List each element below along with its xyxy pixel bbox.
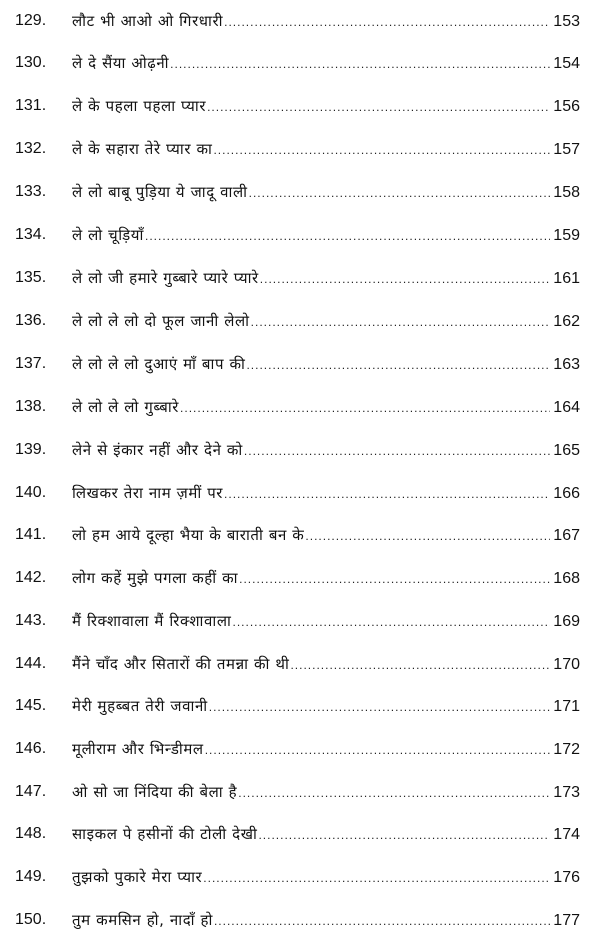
toc-entry-title: तुम कमसिन हो, नादाँ हो	[72, 910, 213, 929]
toc-entry-147[interactable]	[0, 777, 600, 807]
toc-entry-line	[72, 520, 580, 551]
dot-leader	[260, 264, 551, 294]
toc-entry-title: ओ सो जा निंदिया की बेला है	[72, 782, 238, 801]
toc-entry-title: ले लो ले लो दो फूल जानी लेलो	[72, 311, 250, 330]
toc-entry-149[interactable]	[0, 862, 600, 892]
toc-entry-title: लो हम आये दूल्हा भैया के बाराती बन के	[72, 525, 305, 544]
toc-entry-page: 154	[553, 54, 580, 72]
toc-entry-line	[72, 478, 580, 509]
dot-leader	[170, 49, 550, 79]
toc-entry-line	[72, 691, 580, 722]
dot-leader	[213, 135, 550, 165]
toc-entry-title: लोग कहें मुझे पगला कहीं का	[72, 568, 239, 587]
toc-entry-number: 132.	[15, 140, 47, 157]
toc-entry-132[interactable]	[0, 134, 600, 164]
toc-entry-title: मैं रिक्शावाला मैं रिक्शावाला	[72, 611, 232, 630]
toc-entry-page: 168	[553, 569, 580, 587]
toc-entry-page: 162	[553, 312, 580, 330]
toc-entry-144[interactable]	[0, 649, 600, 679]
toc-entry-137[interactable]	[0, 349, 600, 379]
dot-leader	[203, 863, 550, 893]
toc-entry-title: लेने से इंकार नहीं और देने को	[72, 440, 243, 459]
toc-entry-page: 165	[553, 441, 580, 459]
toc-entry-page: 167	[553, 526, 580, 544]
toc-entry-title: मैंने चाँद और सितारों की तमन्ना की थी	[72, 654, 290, 673]
toc-entry-title: ले लो चूड़ियाँ	[72, 225, 144, 244]
toc-entry-number: 130.	[15, 54, 47, 71]
toc-entry-131[interactable]	[0, 91, 600, 121]
toc-entry-number: 148.	[15, 825, 47, 842]
toc-entry-title: ले लो ले लो गुब्बारे	[72, 397, 180, 416]
toc-entry-number: 144.	[15, 655, 47, 672]
toc-entry-page: 161	[553, 269, 580, 287]
toc-entry-title: साइकल पे हसीनों की टोली देखी	[72, 824, 258, 843]
dot-leader	[180, 393, 550, 423]
toc-entry-line	[72, 48, 580, 79]
toc-entry-line	[72, 734, 580, 765]
dot-leader	[224, 7, 550, 37]
toc-entry-page: 170	[553, 655, 580, 673]
toc-entry-number: 137.	[15, 355, 47, 372]
toc-entry-page: 166	[553, 484, 580, 502]
toc-entry-line	[72, 563, 580, 594]
toc-entry-140[interactable]	[0, 478, 600, 508]
toc-entry-title: ले लो बाबू पुड़िया ये जादू वाली	[72, 182, 248, 201]
toc-entry-number: 140.	[15, 484, 47, 501]
toc-entry-number: 143.	[15, 612, 47, 629]
dot-leader	[290, 650, 550, 680]
dot-leader	[249, 178, 551, 208]
toc-entry-142[interactable]	[0, 563, 600, 593]
toc-entry-page: 158	[553, 183, 580, 201]
toc-entry-138[interactable]	[0, 392, 600, 422]
toc-entry-number: 146.	[15, 740, 47, 757]
toc-entry-number: 136.	[15, 312, 47, 329]
toc-entry-146[interactable]	[0, 734, 600, 764]
toc-entry-page: 156	[553, 97, 580, 115]
toc-entry-title: ले दे सैंया ओढ़नी	[72, 53, 170, 72]
dot-leader	[251, 307, 551, 337]
toc-entry-line	[72, 905, 580, 936]
toc-entry-line	[72, 134, 580, 165]
toc-entry-title: लौट भी आओ ओ गिरधारी	[72, 11, 224, 30]
dot-leader	[233, 607, 551, 637]
toc-entry-number: 149.	[15, 868, 47, 885]
dot-leader	[214, 906, 550, 936]
toc-entry-number: 147.	[15, 783, 47, 800]
toc-entry-number: 131.	[15, 97, 47, 114]
dot-leader	[239, 564, 550, 594]
dot-leader	[209, 692, 551, 722]
toc-entry-line	[72, 777, 580, 808]
toc-entry-line	[72, 819, 580, 850]
toc-entry-135[interactable]	[0, 263, 600, 293]
toc-entry-title: लिखकर तेरा नाम ज़मीं पर	[72, 483, 224, 502]
toc-entry-page: 153	[553, 12, 580, 30]
toc-entry-title: ले लो जी हमारे गुब्बारे प्यारे प्यारे	[72, 268, 259, 287]
toc-entry-130[interactable]	[0, 48, 600, 78]
toc-entry-number: 133.	[15, 183, 47, 200]
toc-entry-page: 159	[553, 226, 580, 244]
toc-entry-number: 138.	[15, 398, 47, 415]
dot-leader	[244, 436, 550, 466]
toc-entry-line	[72, 91, 580, 122]
toc-entry-page: 169	[553, 612, 580, 630]
dot-leader	[305, 521, 550, 551]
toc-entry-148[interactable]	[0, 819, 600, 849]
toc-entry-line	[72, 649, 580, 680]
toc-entry-133[interactable]	[0, 177, 600, 207]
toc-entry-150[interactable]	[0, 905, 600, 935]
toc-entry-line	[72, 392, 580, 423]
dot-leader	[145, 221, 550, 251]
toc-entry-line	[72, 177, 580, 208]
toc-entry-title: मेरी मुहब्बत तेरी जवानी	[72, 696, 208, 715]
dot-leader	[258, 820, 550, 850]
dot-leader	[205, 735, 551, 765]
toc-entry-page: 157	[553, 140, 580, 158]
toc-entry-143[interactable]	[0, 606, 600, 636]
toc-entry-145[interactable]	[0, 691, 600, 721]
toc-entry-139[interactable]	[0, 435, 600, 465]
toc-entry-line	[72, 263, 580, 294]
toc-entry-page: 173	[553, 783, 580, 801]
toc-entry-136[interactable]	[0, 306, 600, 336]
toc-entry-number: 129.	[15, 12, 47, 29]
toc-entry-title: ले के सहारा तेरे प्यार का	[72, 139, 213, 158]
toc-entry-line	[72, 349, 580, 380]
toc-entry-number: 141.	[15, 526, 47, 543]
toc-entry-page: 171	[553, 697, 580, 715]
toc-entry-number: 142.	[15, 569, 47, 586]
dot-leader	[224, 479, 550, 509]
toc-entry-page: 174	[553, 825, 580, 843]
toc-entry-page: 176	[553, 868, 580, 886]
toc-entry-line	[72, 306, 580, 337]
toc-entry-title: ले के पहला पहला प्यार	[72, 96, 207, 115]
dot-leader	[238, 778, 550, 808]
toc-entry-line	[72, 862, 580, 893]
toc-entry-line	[72, 606, 580, 637]
toc-entry-line	[72, 6, 580, 37]
toc-entry-page: 164	[553, 398, 580, 416]
toc-entry-129[interactable]	[0, 6, 600, 36]
toc-entry-page: 163	[553, 355, 580, 373]
toc-entry-number: 139.	[15, 441, 47, 458]
toc-entry-line	[72, 220, 580, 251]
dot-leader	[246, 350, 550, 380]
toc-entry-title: तुझको पुकारे मेरा प्यार	[72, 867, 203, 886]
toc-entry-number: 134.	[15, 226, 47, 243]
toc-entry-page: 172	[553, 740, 580, 758]
dot-leader	[207, 92, 550, 122]
toc-entry-number: 150.	[15, 911, 47, 928]
toc-entry-line	[72, 435, 580, 466]
toc-entry-134[interactable]	[0, 220, 600, 250]
toc-entry-141[interactable]	[0, 520, 600, 550]
toc-entry-page: 177	[553, 911, 580, 929]
toc-entry-title: ले लो ले लो दुआएं माँ बाप की	[72, 354, 246, 373]
toc-entry-title: मूलीराम और भिन्डीमल	[72, 739, 204, 758]
toc-entry-number: 135.	[15, 269, 47, 286]
toc-entry-number: 145.	[15, 697, 47, 714]
